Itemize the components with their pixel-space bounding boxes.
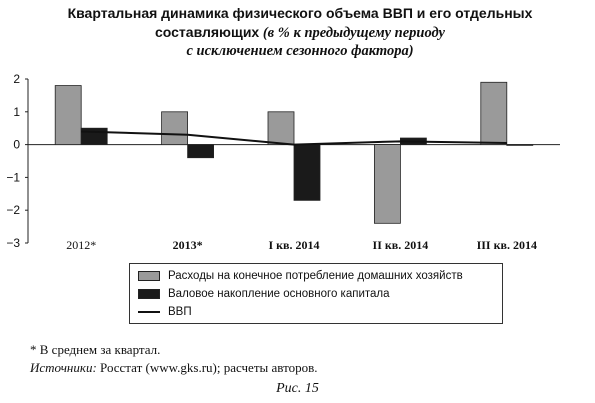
title-subtitle-part: (в % к предыдущему периоду — [262, 25, 445, 41]
legend-label: Валовое накопление основного капитала — [168, 288, 390, 300]
bar-consumption — [55, 86, 81, 145]
y-tick-label: 0 — [13, 137, 20, 152]
title-subtitle-line3: с исключением сезонного фактора) — [186, 43, 414, 59]
y-tick-label: 1 — [13, 104, 20, 119]
x-tick-label: II кв. 2014 — [372, 238, 429, 252]
legend-item-consumption — [138, 268, 463, 284]
sources-text: Росстат (www.gks.ru); расчеты авторов. — [96, 360, 318, 375]
bar-consumption — [374, 145, 400, 224]
bar-consumption — [268, 112, 294, 145]
title-line2: составляющих — [154, 24, 260, 40]
sources-line — [30, 360, 317, 376]
legend-line-swatch — [138, 311, 160, 313]
y-tick-label: −3 — [6, 236, 20, 250]
legend-swatch-black — [138, 289, 160, 299]
legend-label: ВВП — [168, 306, 192, 318]
x-tick-label: I кв. 2014 — [268, 238, 320, 252]
bar-consumption — [481, 82, 507, 144]
title-line1: Квартальная динамика физического объема ВВП и его отдельных — [67, 5, 533, 21]
figure-caption: Рис. 15 — [276, 381, 319, 396]
x-tick-label: 2013* — [172, 238, 203, 252]
bar-investment — [507, 145, 533, 146]
legend-swatch-gray — [138, 271, 160, 281]
legend-label: Расходы на конечное потребление домашних хозяйств — [168, 270, 463, 282]
y-tick-label: −1 — [6, 170, 20, 185]
y-tick-label: −2 — [6, 203, 20, 218]
x-tick-label: 2012* — [66, 238, 97, 252]
footnote: * В среднем за квартал. — [30, 342, 161, 357]
x-tick-label: III кв. 2014 — [476, 238, 538, 252]
legend-item-investment — [138, 286, 390, 302]
bar-investment — [188, 145, 214, 158]
y-tick-label: 2 — [13, 72, 20, 86]
chart-legend — [129, 263, 503, 324]
bar-consumption — [162, 112, 188, 145]
legend-item-gdp — [138, 304, 192, 320]
sources-label: Источники: — [30, 360, 97, 375]
bar-investment — [294, 145, 320, 201]
